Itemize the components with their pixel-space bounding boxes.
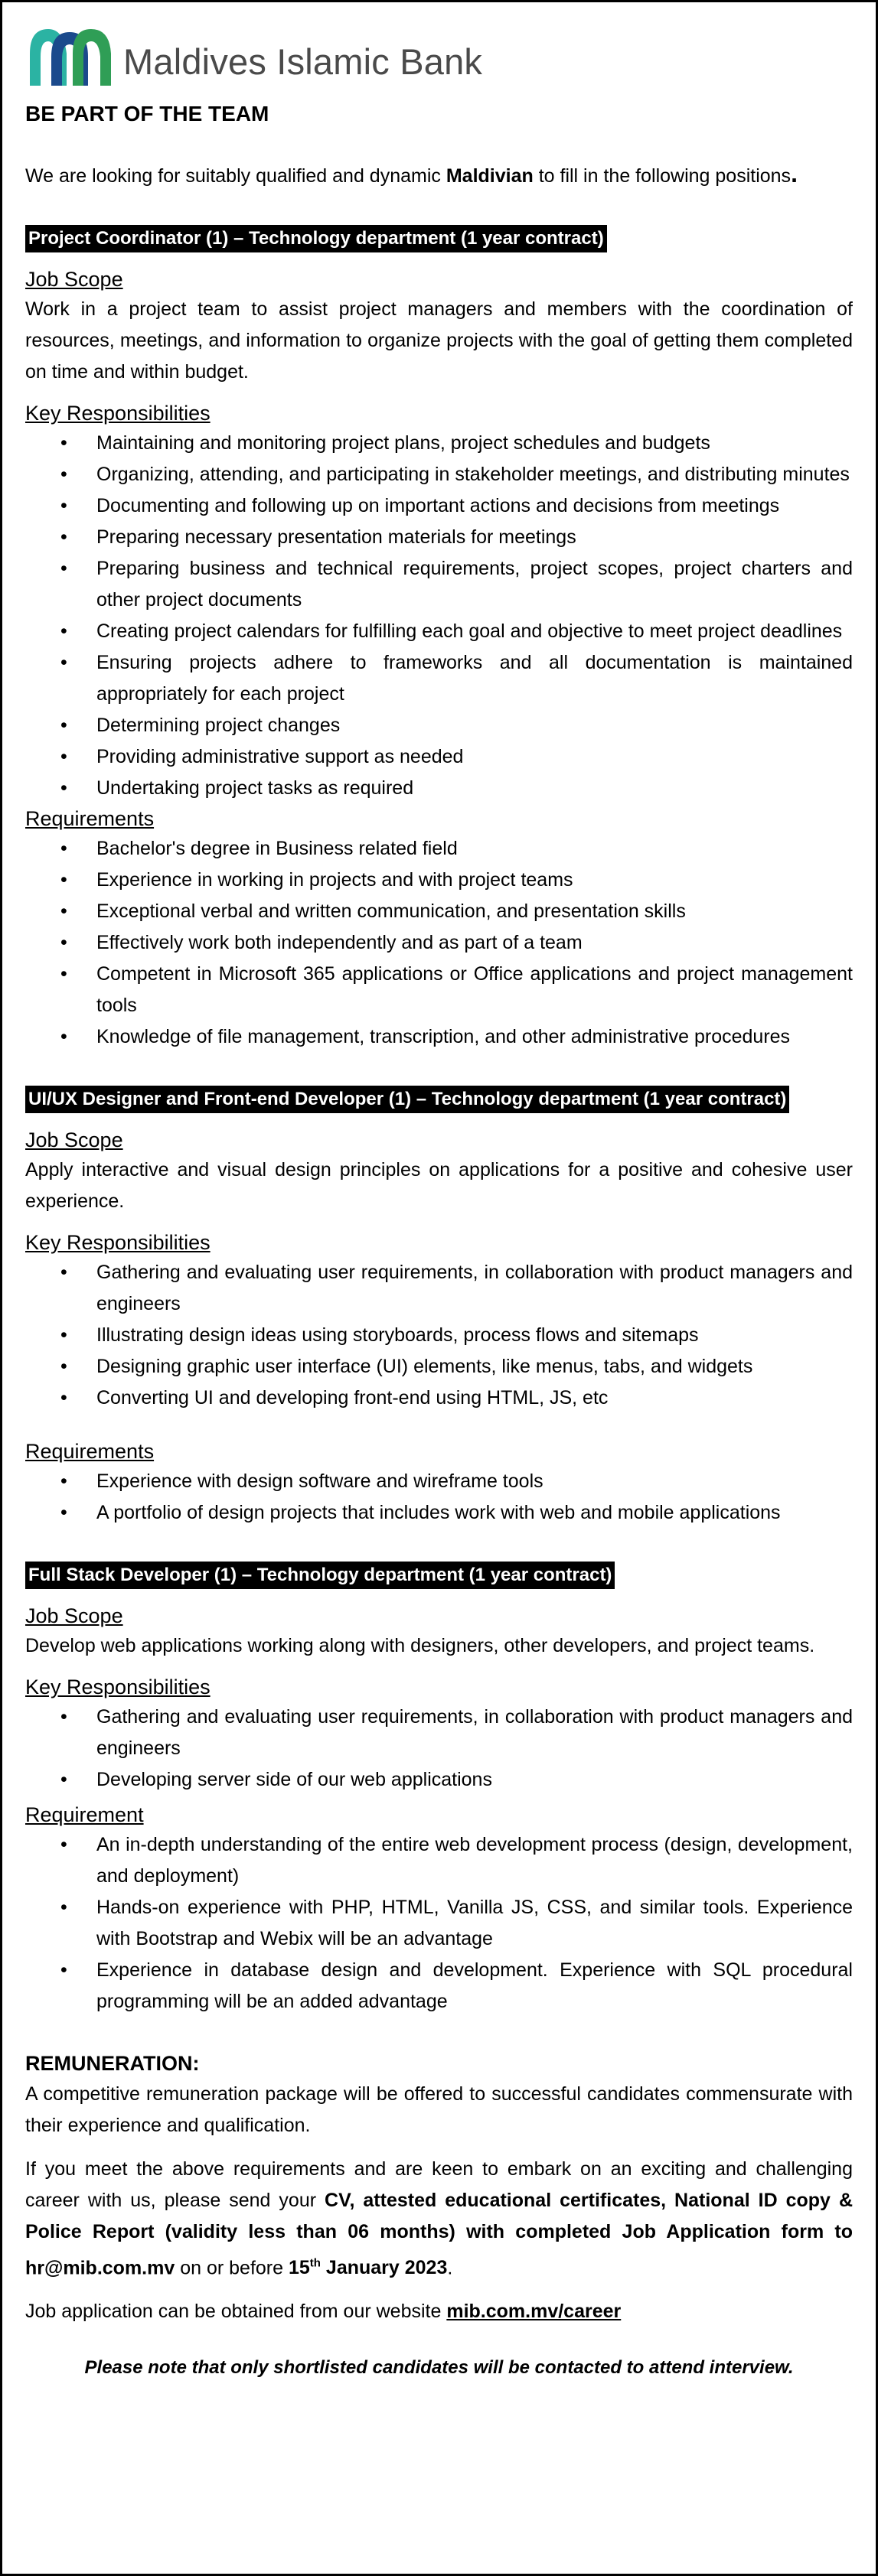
list-item: • Preparing business and technical requirements, project scopes, project charters and other project documents (25, 553, 853, 616)
list-item: • Creating project calendars for fulfilling each goal and objective to meet project deadlines (25, 616, 853, 647)
position-title: UI/UX Designer and Front-end Developer (1) – Technology department (1 year contract) (25, 1086, 789, 1113)
requirements-list (25, 1466, 853, 1529)
career-link[interactable]: mib.com.mv/career (446, 2301, 622, 2323)
list-item: • An in-depth understanding of the entire web development process (design, development, and deployment) (25, 1829, 853, 1892)
page-title: BE PART OF THE TEAM (25, 102, 269, 125)
list-item: • Maintaining and monitoring project plans, project schedules and budgets (25, 428, 853, 459)
list-item: • Hands-on experience with PHP, HTML, Vanilla JS, CSS, and similar tools. Experience with Bootstrap and Webix will be an advantage (25, 1892, 853, 1955)
remuneration-heading: REMUNERATION: (25, 2052, 200, 2075)
remuneration-text: A competitive remuneration package will be offered to successful candidates commensurate with their experience and qualification. (25, 2083, 853, 2136)
apply-text: If you meet the above requirements and are keen to embark on an exciting and challenging career with us, please send your (25, 2158, 853, 2211)
job-scope-text: Apply interactive and visual design principles on applications for a positive and cohesive user experience. (25, 1159, 853, 1212)
list-item: • Experience in database design and development. Experience with SQL procedural programming will be an added advantage (25, 1955, 853, 2017)
requirements-list (25, 833, 853, 1053)
list-item: • Gathering and evaluating user requirements, in collaboration with product managers and engineers (25, 1702, 853, 1764)
list-item: • Organizing, attending, and participating in stakeholder meetings, and distributing minutes (25, 459, 853, 490)
intro-paragraph (25, 158, 853, 192)
deadline (289, 2257, 447, 2278)
bank-name: Maldives Islamic Bank (123, 41, 483, 82)
deadline-month-year: January 2023 (320, 2257, 448, 2279)
list-item: • Experience with design software and wireframe tools (25, 1466, 853, 1497)
apply-documents: CV, attested educational certificates, National ID copy & Police Report (validity less than 06 months) with completed Job Application form to hr@mib.com.mv (25, 2190, 853, 2279)
position-full-stack-developer (25, 1559, 853, 2017)
deadline-suffix: th (309, 2257, 321, 2270)
requirements-heading: Requirements (25, 807, 155, 830)
responsibilities-heading: Key Responsibilities (25, 1676, 211, 1698)
list-item: • Documenting and following up on important actions and decisions from meetings (25, 490, 853, 522)
requirements-list (25, 1829, 853, 2017)
list-item: • Illustrating design ideas using storyboards, process flows and sitemaps (25, 1320, 853, 1351)
responsibilities-list (25, 1257, 853, 1414)
list-item: • Undertaking project tasks as required (25, 773, 853, 804)
responsibilities-list (25, 428, 853, 804)
list-item: • Exceptional verbal and written communication, and presentation skills (25, 896, 853, 927)
job-scope-text: Develop web applications working along with designers, other developers, and project teams. (25, 1635, 815, 1656)
position-title: Full Stack Developer (1) – Technology department (1 year contract) (25, 1562, 615, 1589)
list-item: • Bachelor's degree in Business related field (25, 833, 853, 865)
position-title: Project Coordinator (1) – Technology department (1 year contract) (25, 225, 607, 252)
list-item: • Designing graphic user interface (UI) elements, like menus, tabs, and widgets (25, 1351, 853, 1382)
list-item: • Experience in working in projects and with project teams (25, 865, 853, 896)
job-scope-text: Work in a project team to assist project managers and members with the coordination of resources, meetings, and information to organize projects with the goal of getting them completed on time and within budget. (25, 298, 853, 383)
deadline-day: 15 (288, 2257, 310, 2279)
responsibilities-list (25, 1702, 853, 1796)
list-item: • Determining project changes (25, 710, 853, 741)
position-uiux-designer (25, 1083, 853, 1529)
responsibilities-heading: Key Responsibilities (25, 402, 211, 425)
job-scope-heading: Job Scope (25, 268, 123, 291)
intro-period: . (791, 160, 798, 187)
list-item: • Providing administrative support as needed (25, 741, 853, 773)
position-project-coordinator (25, 223, 853, 1053)
job-scope-heading: Job Scope (25, 1604, 123, 1627)
intro-text: We are looking for suitably qualified and dynamic (25, 165, 446, 187)
shortlist-note: Please note that only shortlisted candidates will be contacted to attend interview. (84, 2357, 794, 2379)
list-item: • Gathering and evaluating user requirements, in collaboration with product managers and engineers (25, 1257, 853, 1320)
apply-text-mid: on or before (175, 2257, 289, 2279)
intro-emphasis: Maldivian (446, 165, 534, 187)
bank-logo (25, 19, 853, 93)
mib-logo-icon (25, 23, 116, 89)
application-form-info (25, 2296, 853, 2327)
requirements-heading: Requirements (25, 1440, 155, 1463)
application-form-text: Job application can be obtained from our website (25, 2301, 447, 2323)
list-item: • Converting UI and developing front-end using HTML, JS, etc (25, 1382, 853, 1414)
requirements-heading: Requirement (25, 1803, 144, 1826)
list-item: • Ensuring projects adhere to frameworks and all documentation is maintained appropriately for each project (25, 647, 853, 710)
list-item: • Preparing necessary presentation materials for meetings (25, 522, 853, 553)
apply-period: . (447, 2257, 453, 2279)
list-item: • Developing server side of our web applications (25, 1764, 853, 1796)
list-item: • A portfolio of design projects that includes work with web and mobile applications (25, 1497, 853, 1529)
responsibilities-heading: Key Responsibilities (25, 1231, 211, 1254)
list-item: • Competent in Microsoft 365 applications or Office applications and project management tools (25, 959, 853, 1021)
job-scope-heading: Job Scope (25, 1128, 123, 1151)
intro-text-end: to fill in the following positions (533, 165, 792, 187)
list-item: • Knowledge of file management, transcription, and other administrative procedures (25, 1021, 853, 1053)
application-instructions (25, 2154, 853, 2284)
list-item: • Effectively work both independently and as part of a team (25, 927, 853, 959)
